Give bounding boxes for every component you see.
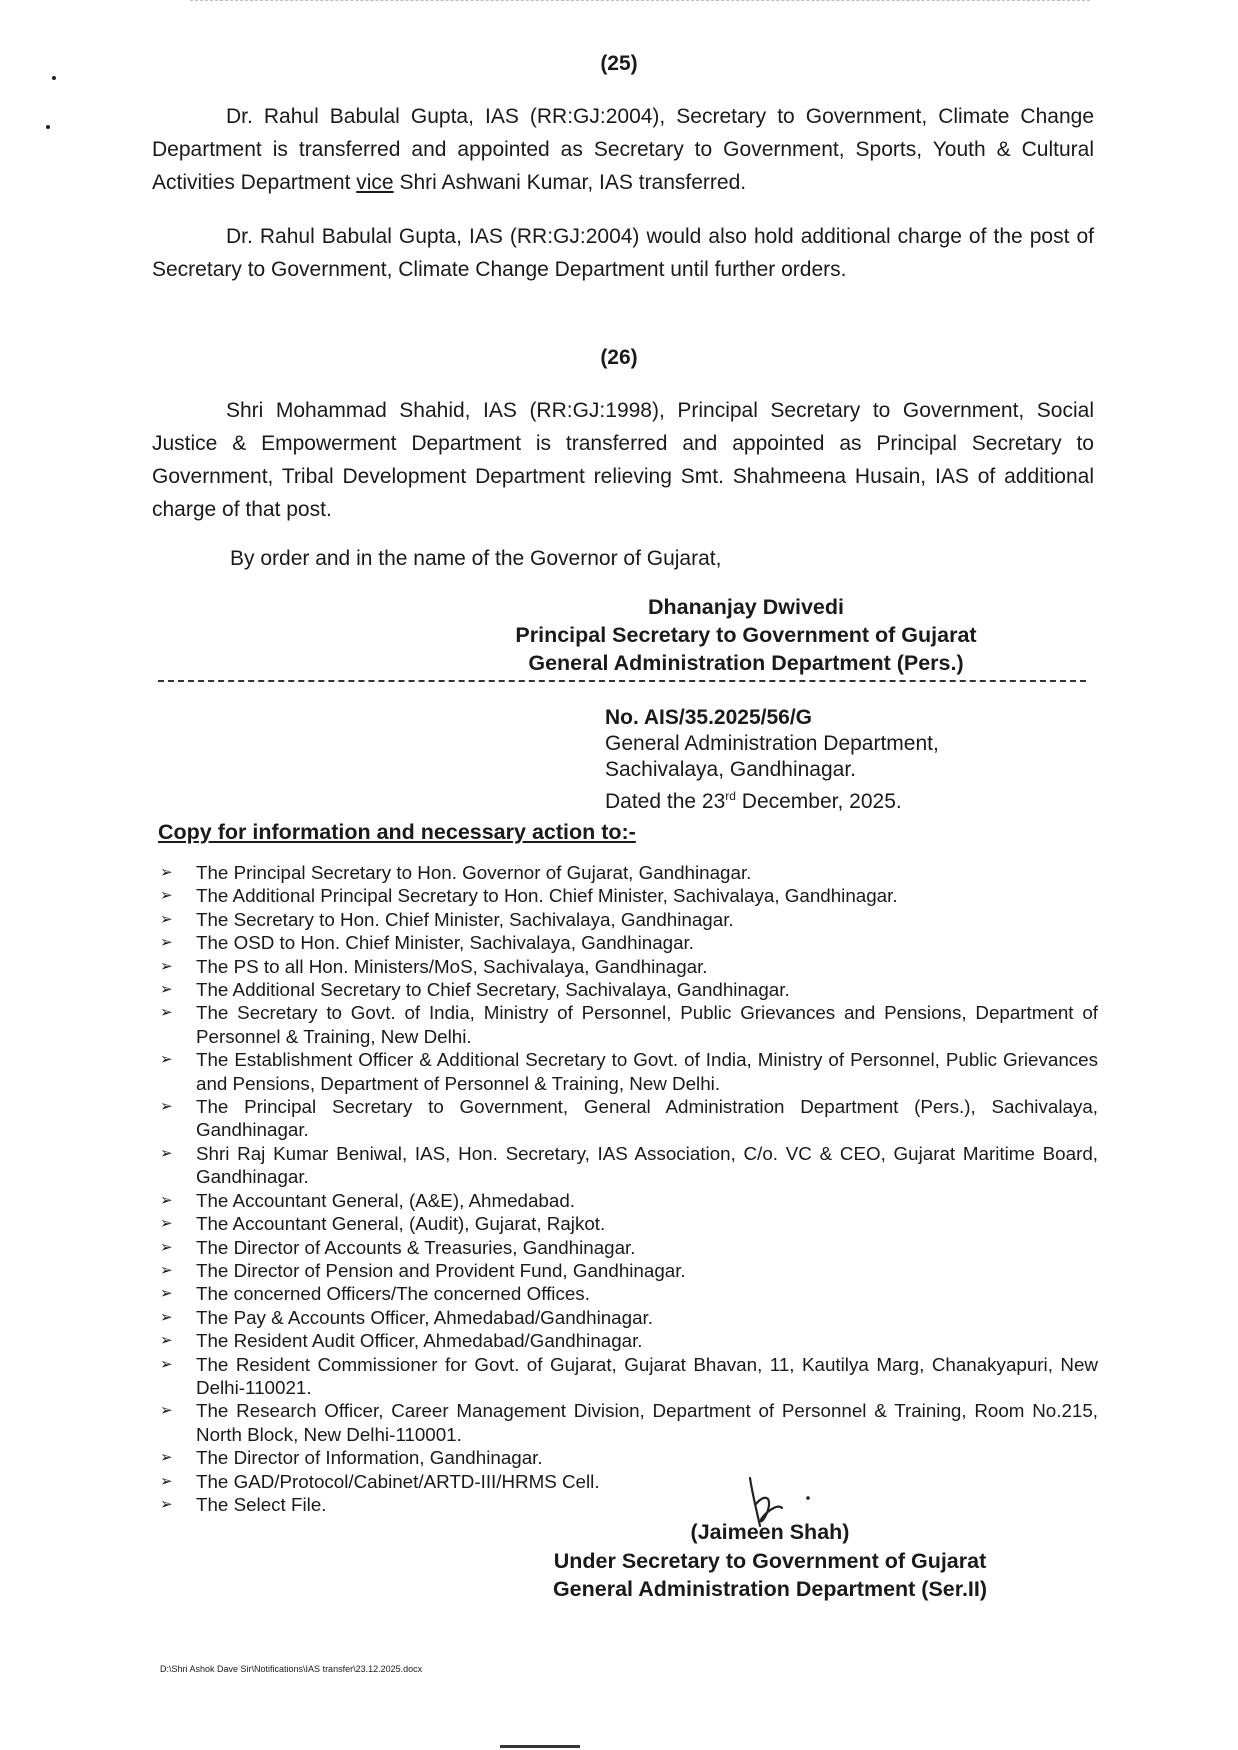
- copy-to-item: [158, 908, 1098, 931]
- copy-to-text: The Director of Information, Gandhinagar.: [196, 1447, 543, 1469]
- copy-to-text: The Pay & Accounts Officer, Ahmedabad/Gandhinagar.: [196, 1306, 653, 1328]
- copy-to-text: The Secretary to Govt. of India, Ministry of Personnel, Public Grievances and Pensions, Department of Personnel & Training, New Delhi.: [196, 1002, 1098, 1047]
- signatory-1-name: Dhananjay Dwivedi: [648, 595, 844, 619]
- arrow-bullet-icon: ➢: [160, 1355, 173, 1373]
- signatory-1-department: General Administration Department (Pers.): [528, 651, 964, 675]
- arrow-bullet-icon: ➢: [160, 1215, 173, 1233]
- arrow-bullet-icon: ➢: [160, 1472, 173, 1490]
- signatory-2-department: General Administration Department (Ser.II): [552, 1577, 988, 1601]
- copy-to-text: The Establishment Officer & Additional Secretary to Govt. of India, Ministry of Personnel, Public Grievances and Pensions, Department of Personnel & Training, New Delhi.: [196, 1049, 1098, 1094]
- copy-to-item: [158, 1282, 1098, 1305]
- scan-edge-bottom: [500, 1745, 580, 1748]
- copy-to-text: Shri Raj Kumar Beniwal, IAS, Hon. Secretary, IAS Association, C/o. VC & CEO, Gujarat Maritime Board, Gandhinagar.: [196, 1142, 1098, 1188]
- copy-to-text: The Director of Pension and Provident Fund, Gandhinagar.: [196, 1259, 686, 1281]
- arrow-bullet-icon: ➢: [160, 1261, 173, 1279]
- copy-to-text: The GAD/Protocol/Cabinet/ARTD-III/HRMS Cell.: [196, 1470, 600, 1492]
- copy-to-item: [158, 931, 1098, 954]
- section-25-paragraph-2: Dr. Rahul Babulal Gupta, IAS (RR:GJ:2004) would also hold additional charge of the post of Secretary to Government, Climate Change Department until further orders.: [152, 225, 1094, 281]
- arrow-bullet-icon: ➢: [160, 1238, 173, 1256]
- reference-number: No. AIS/35.2025/56/G: [605, 706, 812, 729]
- arrow-bullet-icon: ➢: [160, 1285, 173, 1303]
- arrow-bullet-icon: ➢: [160, 1332, 173, 1350]
- signatory-block-2: [500, 1518, 1040, 1604]
- arrow-bullet-icon: ➢: [160, 1004, 173, 1022]
- copy-to-item: [158, 1048, 1098, 1095]
- arrow-bullet-icon: ➢: [160, 1191, 173, 1209]
- copy-to-item: [158, 1189, 1098, 1212]
- copy-to-text: The Research Officer, Career Management Division, Department of Personnel & Training, Room No.215, North Block, New Delhi-110001.: [196, 1400, 1098, 1445]
- copy-to-text: The PS to all Hon. Ministers/MoS, Sachivalaya, Gandhinagar.: [196, 955, 708, 977]
- copy-heading: Copy for information and necessary action to:-: [158, 820, 636, 844]
- copy-to-list: [158, 861, 1098, 1516]
- file-path-footer: D:\Shri Ashok Dave Sir\Notifications\IAS transfer\23.12.2025.docx: [160, 1664, 423, 1674]
- copy-to-item: [158, 1259, 1098, 1282]
- section-26-paragraph: Shri Mohammad Shahid, IAS (RR:GJ:1998), Principal Secretary to Government, Social Justice & Empowerment Department is transferred and appointed as Principal Secretary to Government, Tribal Development Department relieving Smt. Shahmeena Husain, IAS of additional charge of that post.: [152, 399, 1094, 521]
- copy-to-item: [158, 1095, 1098, 1142]
- arrow-bullet-icon: ➢: [160, 981, 173, 999]
- copy-to-text: The Director of Accounts & Treasuries, Gandhinagar.: [196, 1236, 636, 1258]
- copy-to-item: [158, 1329, 1098, 1352]
- arrow-bullet-icon: ➢: [160, 910, 173, 928]
- reference-office: General Administration Department,: [605, 732, 939, 755]
- arrow-bullet-icon: ➢: [160, 1144, 173, 1162]
- reference-place: Sachivalaya, Gandhinagar.: [605, 758, 857, 781]
- scan-edge-top: [190, 0, 1090, 3]
- arrow-bullet-icon: ➢: [160, 1402, 173, 1420]
- dashed-divider: [158, 680, 1086, 682]
- copy-to-text: The Additional Secretary to Chief Secretary, Sachivalaya, Gandhinagar.: [196, 979, 790, 1001]
- copy-to-item: [158, 1001, 1098, 1048]
- copy-to-text: The Secretary to Hon. Chief Minister, Sachivalaya, Gandhinagar.: [196, 908, 734, 930]
- arrow-bullet-icon: ➢: [160, 1495, 173, 1513]
- arrow-bullet-icon: ➢: [160, 957, 173, 975]
- arrow-bullet-icon: ➢: [160, 934, 173, 952]
- date-superscript: rd: [725, 789, 736, 803]
- copy-to-item: [158, 1353, 1098, 1400]
- copy-to-item: [158, 1399, 1098, 1446]
- order-line: By order and in the name of the Governor of Gujarat,: [230, 547, 722, 570]
- signatory-2-name: (Jaimeen Shah): [690, 1520, 850, 1544]
- reference-block: [605, 705, 939, 815]
- copy-to-text: The OSD to Hon. Chief Minister, Sachivalaya, Gandhinagar.: [196, 932, 694, 954]
- vice-word: vice: [356, 171, 394, 194]
- scan-speck: [52, 76, 56, 80]
- section-number-25: (25): [600, 52, 638, 75]
- copy-to-item: [158, 978, 1098, 1001]
- copy-to-text: The Accountant General, (A&E), Ahmedabad.: [196, 1189, 575, 1211]
- arrow-bullet-icon: ➢: [160, 1449, 173, 1467]
- copy-to-item: [158, 1142, 1098, 1189]
- copy-to-item: [158, 1446, 1098, 1469]
- copy-to-item: [158, 1236, 1098, 1259]
- signatory-2-designation: Under Secretary to Government of Gujarat: [553, 1548, 987, 1573]
- copy-to-item: [158, 955, 1098, 978]
- reference-date: [605, 783, 939, 815]
- section-number-26: (26): [600, 346, 638, 369]
- scan-speck: [46, 125, 50, 129]
- copy-to-item: [158, 1470, 1098, 1493]
- copy-to-item: [158, 861, 1098, 884]
- arrow-bullet-icon: ➢: [160, 1051, 173, 1069]
- copy-to-item: [158, 1306, 1098, 1329]
- copy-to-text: The Accountant General, (Audit), Gujarat, Rajkot.: [196, 1213, 606, 1235]
- arrow-bullet-icon: ➢: [160, 887, 173, 905]
- arrow-bullet-icon: ➢: [160, 1308, 173, 1326]
- copy-to-text: The Additional Principal Secretary to Hon. Chief Minister, Sachivalaya, Gandhinagar.: [196, 885, 898, 907]
- copy-to-text: The Resident Audit Officer, Ahmedabad/Gandhinagar.: [196, 1330, 643, 1352]
- copy-to-text: The Principal Secretary to Hon. Governor of Gujarat, Gandhinagar.: [196, 862, 752, 883]
- copy-to-text: The Principal Secretary to Government, General Administration Department (Pers.), Sachivalaya, Gandhinagar.: [196, 1096, 1098, 1141]
- section-25-para1-end: Shri Ashwani Kumar, IAS transferred.: [399, 171, 747, 194]
- copy-to-text: The Select File.: [196, 1493, 327, 1515]
- date-prefix: Dated the 23: [605, 790, 726, 813]
- copy-to-text: The Resident Commissioner for Govt. of Gujarat, Gujarat Bhavan, 11, Kautilya Marg, Chanakyapuri, New Delhi-110021.: [196, 1353, 1098, 1398]
- signatory-1-designation: Principal Secretary to Government of Gujarat: [515, 623, 977, 647]
- arrow-bullet-icon: ➢: [160, 864, 173, 881]
- copy-to-item: [158, 1212, 1098, 1235]
- date-suffix: December, 2025.: [735, 790, 902, 813]
- section-25-paragraph-1: [152, 100, 1094, 199]
- section-25-para1-text: Dr. Rahul Babulal Gupta, IAS (RR:GJ:2004), Secretary to Government, Climate Change Department is transferred and appointed as Secretary to Government, Sports, Youth & Cultural Activities Department: [152, 105, 1094, 194]
- arrow-bullet-icon: ➢: [160, 1098, 173, 1116]
- copy-to-text: The concerned Officers/The concerned Offices.: [196, 1283, 590, 1305]
- signatory-block-1: [476, 593, 1016, 677]
- copy-to-item: [158, 884, 1098, 907]
- copy-to-item: [158, 1493, 1098, 1516]
